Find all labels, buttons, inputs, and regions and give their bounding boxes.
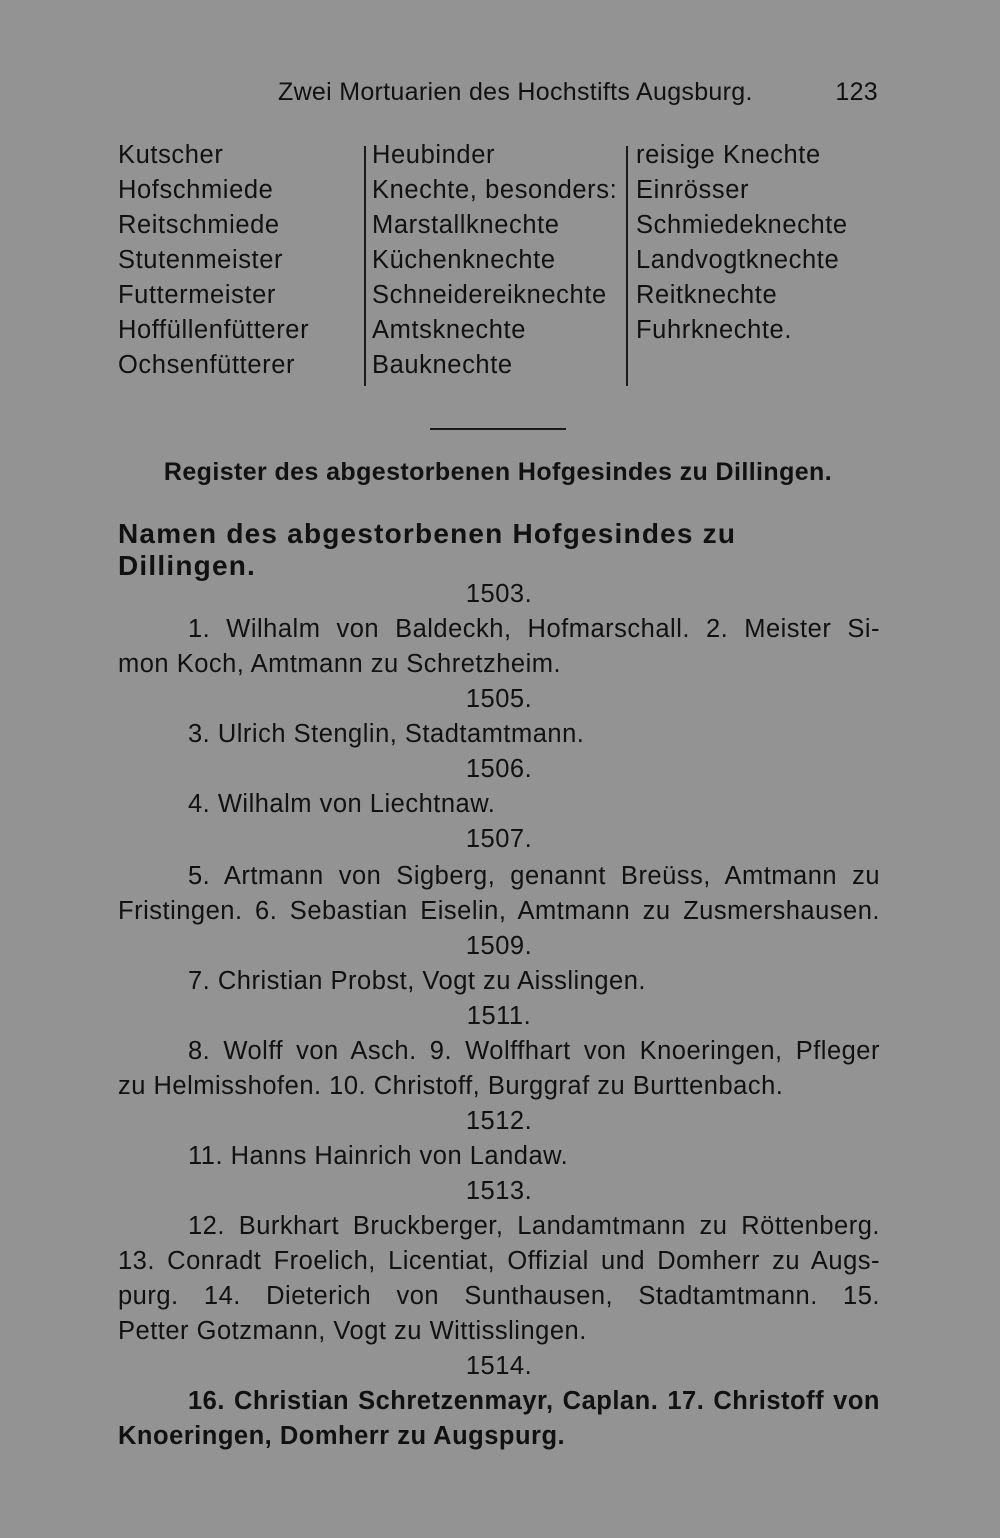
header-title: Zwei Mortuarien des Hochstifts Augsburg. — [278, 78, 753, 106]
occupation-column-2 — [372, 138, 617, 383]
year-heading: 1505. — [465, 685, 533, 713]
occupation-item: Hoffüllenfütterer — [118, 316, 310, 344]
occupation-column-3 — [636, 138, 848, 348]
entry-line: 5. Artmann von Sigberg, genannt Breüss, Amtmann zu — [188, 862, 880, 890]
occupation-item: Heubinder — [372, 141, 496, 169]
entry-line: purg. 14. Dieterich von Sunthausen, Stadtamtmann. 15. — [118, 1282, 880, 1310]
occupation-item: Einrösser — [636, 176, 750, 204]
entry-line: Fristingen. 6. Sebastian Eiselin, Amtmann zu Zusmershausen. — [118, 897, 880, 925]
entry-line: zu Helmisshofen. 10. Christoff, Burggraf zu Burttenbach. — [118, 1072, 784, 1100]
occupation-item: Reitknechte — [636, 281, 778, 309]
occupation-item: Schmiedeknechte — [636, 211, 848, 239]
occupation-item: Reitschmiede — [118, 211, 280, 239]
entry-line: Petter Gotzmann, Vogt zu Wittisslingen. — [118, 1317, 587, 1345]
year-heading: 1511. — [466, 1002, 532, 1030]
year-heading: 1513. — [465, 1177, 533, 1205]
names-heading: Namen des abgestorbenen Hofgesindes zu Dillingen. — [118, 518, 737, 581]
column-divider — [364, 146, 366, 386]
running-header — [118, 78, 878, 112]
year-heading: 1509. — [465, 932, 533, 960]
occupation-item: Küchenknechte — [372, 246, 556, 274]
entry-line: 12. Burkhart Bruckberger, Landamtmann zu Röttenberg. — [188, 1212, 880, 1240]
entry-line: mon Koch, Amtmann zu Schretzheim. — [118, 650, 562, 678]
occupation-item: Kutscher — [118, 141, 224, 169]
year-heading: 1506. — [465, 755, 533, 783]
occupation-item: Knechte, besonders: — [372, 176, 618, 204]
register-heading: Register des abgestorbenen Hofgesindes zu Dillingen. — [163, 458, 833, 486]
occupation-item: Ochsenfütterer — [118, 351, 296, 379]
section-divider — [430, 428, 566, 430]
page-number: 123 — [835, 78, 878, 106]
year-heading: 1514. — [465, 1352, 533, 1380]
entry-line: 8. Wolff von Asch. 9. Wolffhart von Knoeringen, Pfleger — [188, 1037, 880, 1065]
entry-line: 13. Conradt Froelich, Licentiat, Offizial und Domherr zu Augs- — [118, 1247, 880, 1275]
column-divider — [626, 146, 628, 386]
year-heading: 1503. — [465, 580, 533, 608]
occupation-column-1 — [118, 138, 309, 383]
entry-line: Knoeringen, Domherr zu Augspurg. — [118, 1422, 566, 1450]
entry-line: 4. Wilhalm von Liechtnaw. — [188, 790, 496, 818]
occupation-columns — [118, 138, 878, 388]
entry-line: 11. Hanns Hainrich von Landaw. — [188, 1142, 569, 1170]
occupation-item: Futtermeister — [118, 281, 276, 309]
year-heading: 1507. — [465, 825, 533, 853]
occupation-item: Fuhrknechte. — [636, 316, 793, 344]
occupation-item: reisige Knechte — [636, 141, 821, 169]
entry-line: 1. Wilhalm von Baldeckh, Hofmarschall. 2. Meister Si- — [188, 615, 880, 643]
occupation-item: Schneidereiknechte — [372, 281, 607, 309]
occupation-item: Marstallknechte — [372, 211, 560, 239]
occupation-item: Bauknechte — [372, 351, 513, 379]
entry-line: 7. Christian Probst, Vogt zu Aisslingen. — [188, 967, 646, 995]
occupation-item: Hofschmiede — [118, 176, 274, 204]
year-heading: 1512. — [465, 1107, 533, 1135]
entry-line: 16. Christian Schretzenmayr, Caplan. 17. Christoff von — [188, 1387, 880, 1415]
entry-line: 3. Ulrich Stenglin, Stadtamtmann. — [188, 720, 585, 748]
occupation-item: Amtsknechte — [372, 316, 526, 344]
occupation-item: Landvogtknechte — [636, 246, 840, 274]
occupation-item: Stutenmeister — [118, 246, 284, 274]
